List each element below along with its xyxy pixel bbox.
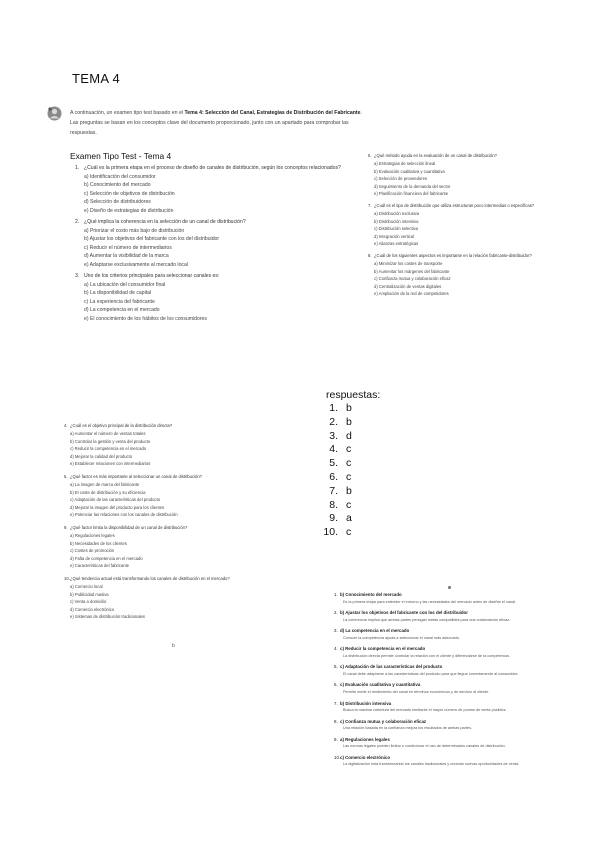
option: a) Minimizar los costes de transporte: [374, 260, 443, 266]
question-6: [368, 152, 574, 198]
option: a) Estrategias de selección lineal: [374, 161, 436, 166]
question-5: [64, 473, 310, 519]
option: e) Adaptarse exclusivamente al mercado local: [84, 261, 188, 268]
question-number: 5.: [64, 473, 68, 479]
option: b) Necesidades de los clientes: [70, 540, 127, 546]
option: e) Alianzas estratégicas: [374, 241, 419, 247]
intro-text-2: . Las preguntas se basan en los conceptos clave del documento proporcionado, junto con un apartado para comprobar las respuestas.: [70, 110, 362, 136]
option: c) Selección de objetivos de distribución: [84, 190, 175, 197]
question-number: 6.: [368, 153, 372, 158]
questions-right: [368, 152, 574, 298]
option: a) La imagen de marca del fabricante: [70, 481, 140, 487]
page-title: TEMA 4: [72, 71, 121, 86]
option: d) Selección de distribuidores: [84, 199, 151, 206]
question-text: ¿Qué factor limita la disponibilidad de un canal de distribución?: [70, 524, 188, 530]
option: e) Potenciar las relaciones con los canales de distribución: [70, 512, 178, 518]
answer-explained: 1. b) Conocimiento del mercado Es la primera etapa para entender el entorno y las necesidades del mercado antes de diseñar el canal.: [334, 592, 517, 604]
question-text: ¿Qué factor es más importante al seleccionar un canal de distribución?: [70, 473, 202, 479]
answer-item: 4. c: [329, 443, 352, 456]
answer-item: 9. a: [329, 512, 352, 525]
option: b) Publicidad masiva: [70, 591, 109, 597]
option: a) La ubicación del consumidor final: [84, 282, 166, 289]
question-text: ¿Qué tendencia actual está transformando los canales de distribución en el mercado?: [70, 575, 230, 581]
option: c) La experiencia del fabricante: [84, 298, 155, 305]
question-2: [75, 218, 354, 269]
option: a) Distribución exclusiva: [374, 210, 420, 216]
answer-explained: 8. c) Confianza mutua y colaboración eficaz Una relación basada en la confianza mejora los resultados de ambas partes.: [334, 718, 472, 731]
questions-bottom: [64, 422, 310, 621]
option: e) Establecer relaciones con intermediarios: [70, 461, 151, 467]
option: c) Confianza mutua y colaboración eficaz: [374, 276, 451, 282]
option: d) Falta de competencia en el mercado: [70, 555, 143, 561]
option: a) Priorizar el costo más bajo de distribución: [84, 228, 185, 235]
option: d) La competencia en el mercado: [84, 307, 160, 314]
answer-explained: 9. a) Regulaciones legales Las normas legales pueden limitar o condicionar el uso de determinados canales de distribución.: [334, 736, 506, 749]
question-number: 7.: [368, 202, 372, 208]
option: c) Venta a domicilio: [70, 599, 107, 605]
option: e) Sistemas de distribución tradicionales: [70, 614, 145, 620]
question-10: [64, 575, 310, 621]
option: a) Aumentar el número de ventas totales: [70, 431, 146, 436]
answer-item: 8. c: [329, 498, 352, 511]
option: c) Costes de promoción: [70, 548, 115, 554]
option: a) Regulaciones legales: [70, 532, 115, 538]
option: b) Ajustar los objetivos del fabricante con los del distribuidor: [84, 236, 220, 243]
question-text: ¿Cuál de los siguientes aspectos es importante en la relación fabricante-distribuidor?: [374, 252, 532, 258]
question-text: ¿Cuál es el tipo de distribución que utiliza estructuras poco intermedias o específicas?: [374, 202, 535, 208]
option: e) Planificación financiera del fabricante: [374, 191, 449, 197]
answer-item: 6. c: [329, 470, 352, 483]
answer-item: 1. b: [329, 402, 352, 414]
answer-explained: 5. c) Adaptación de las características del producto El canal debe adaptarse a las características del producto para que llegue correctamente al consumidor.: [334, 664, 519, 676]
option: c) Reducir la competencia en el mercado: [70, 446, 147, 452]
option: d) Mejorar la calidad del producto: [70, 453, 133, 459]
option: b) Evaluación cualitativa y cuantitativa: [374, 168, 445, 174]
option: b) Controlar la gestión y venta del producto: [70, 438, 151, 444]
option: d) Centralización de ventas digitales: [374, 283, 442, 289]
intro-text-1: A continuación, un examen tipo test basado en el: [70, 110, 185, 116]
answer-explained: 3. d) La competencia en el mercado Conocer la competencia ayuda a seleccionar el canal más adecuado.: [334, 628, 460, 640]
question-text: ¿Cuál es el objetivo principal de la distribución directa?: [70, 423, 173, 428]
question-text: ¿Cuál es la primera etapa en el proceso de diseño de canales de distribución, según los conceptos relacionados?: [84, 165, 341, 171]
option: c) Distribución selectiva: [374, 226, 418, 232]
option: e) El conocimiento de los hábitos de los consumidores: [84, 315, 207, 322]
answer-explained: 6. c) Evaluación cualitativa y cuantitativa Permite medir el rendimiento del canal en términos económicos y de servicio al cliente.: [334, 682, 490, 694]
option: b) Distribución intensiva: [374, 218, 419, 224]
answer-explained: 4. c) Reducir la competencia en el mercado La distribución directa permite controlar la relación con el cliente y diferenciarse de la competencia.: [334, 646, 510, 658]
answer-explained: 7. b) Distribución intensiva Busca la máxima cobertura del mercado mediante el mayor número de puntos de venta posibles.: [334, 700, 507, 713]
question-text: Uno de los criterios principales para seleccionar canales es:: [84, 273, 220, 280]
questions-left: [75, 164, 354, 323]
answer-explained: 10. c) Comercio electrónico La digitalización está transformando los canales tradicionales y creando nuevas oportunidades de venta.: [334, 754, 520, 767]
option: d) Integración vertical: [374, 233, 415, 239]
question-text: ¿Qué implica la coherencia en la selección de un canal de distribución?: [84, 219, 246, 226]
answers-title: respuestas:: [326, 389, 381, 401]
question-3: [75, 272, 354, 323]
option: c) Selección de proveedores: [374, 176, 428, 182]
answers-explained: [334, 591, 540, 772]
answers-list: [320, 402, 352, 540]
answer-item: 10. c: [323, 526, 352, 539]
question-number: 9.: [64, 524, 68, 530]
question-text: ¿Qué método ayuda en la evaluación de un canal de distribución?: [374, 153, 497, 158]
question-1: [75, 164, 354, 215]
intro-paragraph: [70, 108, 370, 138]
answer-item: 3. d: [329, 429, 352, 442]
question-number: 4.: [64, 423, 68, 428]
option: a) Comercio local: [70, 583, 103, 589]
answer-item: 5. c: [329, 457, 352, 470]
intro-bold: Tema 4: Selección del Canal, Estrategias de Distribución del Fabricante: [184, 110, 361, 116]
option: a) Identificación del consumidor: [84, 174, 156, 180]
option: c) Adaptación de las características del producto: [70, 497, 161, 503]
option: e) Ampliación de la red de competidores: [374, 291, 449, 297]
question-4: [64, 422, 310, 468]
option: d) Aumentar la visibilidad de la marca: [84, 253, 169, 260]
option: b) El coste de distribución y su eficiencia: [70, 489, 146, 495]
option: d) Mejorar la imagen del producto para los clientes: [70, 504, 165, 510]
question-number: 3.: [75, 273, 80, 280]
option: e) Diseño de estrategias de distribución: [84, 207, 174, 214]
answer-item: 2. b: [329, 415, 352, 428]
option: c) Reducir el número de intermediarios: [84, 244, 172, 251]
question-number: 10.: [64, 575, 70, 581]
option: b) La disponibilidad de capital: [84, 290, 152, 297]
exam-title: Examen Tipo Test - Tema 4: [70, 151, 172, 161]
question-number: 8.: [368, 252, 372, 258]
question-9: [64, 524, 310, 570]
option: b) Aumentar los márgenes del fabricante: [374, 268, 450, 274]
answer-item: 7. b: [329, 484, 352, 497]
stray-mark: b: [172, 643, 175, 649]
question-7: [368, 202, 574, 248]
question-number: 2.: [75, 219, 80, 226]
question-8: [368, 252, 574, 298]
option: e) Características del fabricante: [70, 563, 130, 569]
option: d) Comercio electrónico: [70, 606, 115, 612]
option: b) Conocimiento del mercado: [84, 182, 151, 189]
answer-explained: 2. b) Ajustar los objetivos del fabricante con los del distribuidor La coherencia implica que ambas partes persigan metas compatibles para una colaboración eficaz.: [334, 610, 511, 622]
avatar-icon: [47, 106, 62, 121]
option: d) Seguimiento de la demanda del sector: [374, 183, 451, 189]
dot-mark: [448, 586, 451, 589]
question-number: 1.: [75, 165, 80, 171]
